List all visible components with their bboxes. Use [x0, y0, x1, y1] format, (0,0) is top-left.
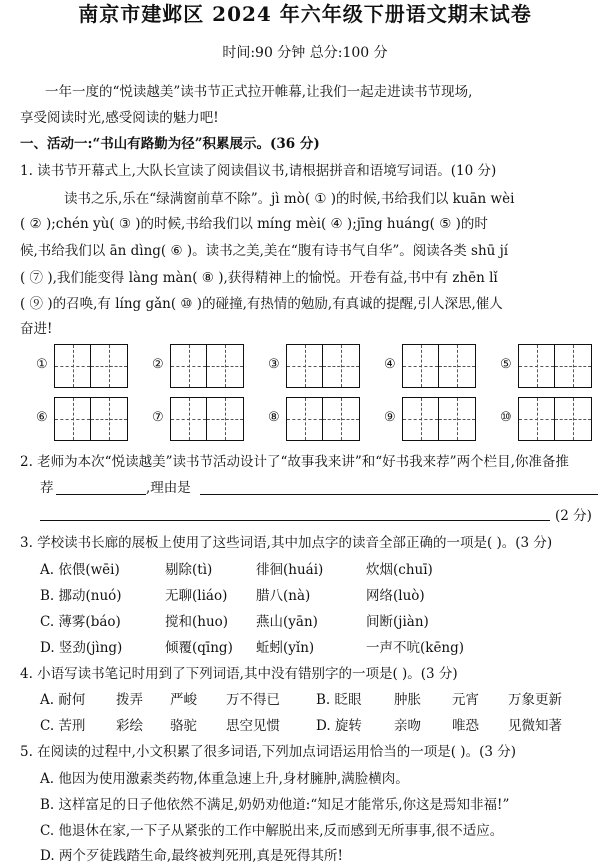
answer-box-row: [36, 344, 600, 390]
q4-option: A. 耐何: [40, 692, 86, 708]
q1-passage-line: 读书之乐,乐在“绿满窗前草不除”。jì mò( ① )的时候,书给我们以 kuān wèi: [64, 191, 515, 207]
q3-option: 一声不吭(kēng): [366, 640, 465, 656]
q1-passage-line: ( ② );chén yù( ③ )的时候,书给我们以 míng mèi( ④ );jīng huáng( ⑤ )的时: [20, 216, 488, 232]
box-label: ①: [36, 357, 48, 372]
q5-option-a: A. 他因为使用激素类药物,体重急速上升,身材臃肿,满脸横肉。: [40, 771, 409, 787]
q4-option: 唯恐: [452, 718, 479, 734]
box-label: ⑦: [152, 410, 164, 425]
q1-stem: 1. 读书节开幕式上,大队长宣读了阅读倡议书,请根据拼音和语境写词语。(10 分): [20, 163, 497, 179]
q5-option-b: B. 这样富足的日子他依然不满足,奶奶劝他道:“知足才能常乐,你这是焉知非福!”: [40, 797, 510, 813]
q2-book-blank[interactable]: [56, 494, 146, 495]
q3-option: 腊八(nà): [256, 588, 311, 604]
box-label: ⑩: [500, 410, 512, 425]
box-label: ⑤: [500, 357, 512, 372]
q3-option: 间断(jiàn): [366, 614, 429, 630]
q1-passage-line: ( ⑨ )的召唤,有 líng gǎn( ⑩ )的碰撞,有热情的勉励,有真诚的提醒,引人深思,催人: [20, 296, 503, 312]
q2-reason-blank-2[interactable]: [40, 520, 550, 521]
q2-recommend-label: 荐: [40, 480, 54, 496]
q5-stem: 5. 在阅读的过程中,小文积累了很多词语,下列加点词语运用恰当的一项是( )。(3 分): [20, 744, 516, 760]
q3-option: D. 竖劲(jìng): [40, 640, 123, 656]
q3-option: 炊烟(chuī): [366, 562, 433, 578]
box-label: ⑧: [268, 410, 280, 425]
q3-option: 燕山(yān): [256, 614, 318, 630]
q4-option: B. 眨眼: [316, 692, 362, 708]
intro-line-2: 享受阅读时光,感受阅读的魅力吧!: [20, 110, 219, 126]
q1-passage-line: ( ⑦ ),我们能变得 làng màn( ⑧ ),获得精神上的愉悦。开卷有益,书中有 zhēn lǐ: [20, 270, 498, 286]
q3-option: 徘徊(huái): [256, 562, 324, 578]
q3-option: C. 薄雾(báo): [40, 614, 121, 630]
q3-stem: 3. 学校读书长廊的展板上使用了这些词语,其中加点字的读音全部正确的一项是( )。(3 分): [20, 535, 553, 551]
q3-option: A. 依偎(wēi): [40, 562, 120, 578]
q4-option: 骆驼: [170, 718, 197, 734]
q5-option-c: C. 他退休在家,一下子从紧张的工作中解脱出来,反而感到无所事事,很不适应。: [40, 823, 504, 839]
q5-option-d: D. 两个歹徒践踏生命,最终被判死刑,真是死得其所!: [40, 848, 343, 864]
q3-option: 倾覆(qīng): [165, 640, 233, 656]
box-label: ④: [384, 357, 396, 372]
q4-option: 亲吻: [394, 718, 421, 734]
q4-option: C. 苦刑: [40, 718, 86, 734]
q4-option: 万不得已: [226, 692, 280, 708]
q4-option: 万象更新: [508, 692, 562, 708]
q3-option: 蚯蚓(yǐn): [256, 640, 315, 656]
q1-passage-line: 候,书给我们以 ān dìng( ⑥ )。读书之美,美在“腹有诗书气自华”。阅读各类 shū jí: [20, 243, 509, 259]
answer-box-row: [36, 397, 600, 443]
page-title: 南京市建邺区 2024 年六年级下册语文期末试卷: [78, 2, 532, 26]
q4-option: 元宵: [452, 692, 479, 708]
q2-score: (2 分): [555, 508, 592, 524]
q3-option: B. 挪动(nuó): [40, 588, 122, 604]
box-label: ③: [268, 357, 280, 372]
q4-option: 严峻: [170, 692, 197, 708]
q1-passage-line: 奋进!: [20, 321, 53, 337]
q4-option: 思空见惯: [226, 718, 280, 734]
q4-option: 见微知著: [508, 718, 562, 734]
box-label: ⑨: [384, 410, 396, 425]
q3-option: 网络(luò): [366, 588, 425, 604]
exam-time-score: 时间:90 分钟 总分:100 分: [222, 45, 388, 61]
q2-reason-blank[interactable]: [200, 494, 598, 495]
q4-stem: 4. 小语写读书笔记时用到了下列词语,其中没有错别字的一项是( )。(3 分): [20, 666, 458, 682]
intro-line-1: 一年一度的“悦读越美”读书节正式拉开帷幕,让我们一起走进读书节现场,: [45, 84, 473, 100]
box-label: ②: [152, 357, 164, 372]
q3-option: 剔除(tì): [165, 562, 213, 578]
q4-option: D. 旋转: [316, 718, 362, 734]
q4-option: 肿胀: [394, 692, 421, 708]
box-label: ⑥: [36, 410, 48, 425]
section-1-heading: 一、活动一:“书山有路勤为径”积累展示。(36 分): [20, 136, 320, 152]
q3-option: 搅和(huo): [165, 614, 229, 630]
q2-reason-label: ,理由是: [146, 480, 191, 496]
q4-option: 彩绘: [116, 718, 143, 734]
q3-option: 无聊(liáo): [165, 588, 228, 604]
q4-option: 拨弄: [116, 692, 143, 708]
q2-stem: 2. 老师为本次“悦读越美”读书节活动设计了“故事我来讲”和“好书我来荐”两个栏目,你准备推: [20, 454, 569, 470]
